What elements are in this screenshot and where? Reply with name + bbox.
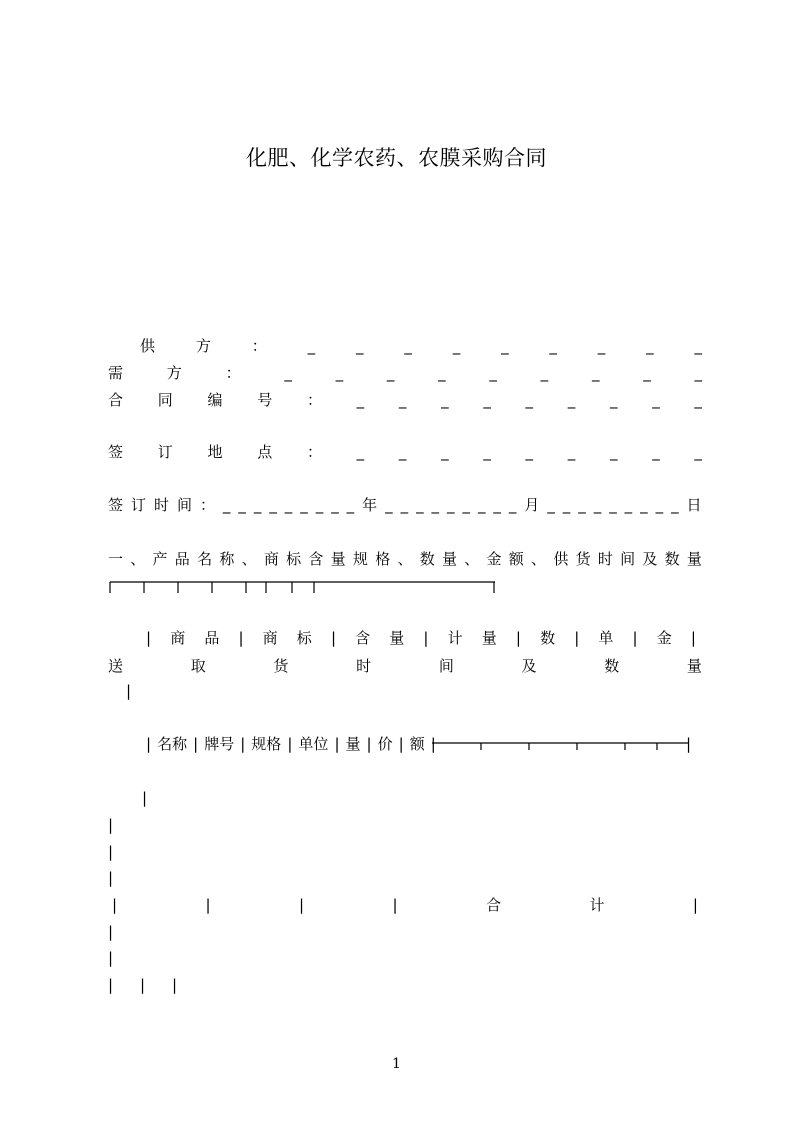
text-token: 送 [108, 657, 124, 675]
text-token: _ [462, 496, 470, 514]
text-token: | [423, 629, 429, 647]
text-token: _ [652, 443, 660, 461]
text-token: 含 [308, 550, 324, 568]
document-title: 化肥、化学农药、农膜采购合同 [246, 146, 547, 170]
table-bar [142, 787, 152, 809]
table-total-row [112, 894, 698, 916]
page-number: 1 [392, 1056, 401, 1072]
text-token: 金 [486, 550, 502, 568]
text-token: _ [346, 496, 355, 514]
text-token: 合 [108, 391, 124, 409]
text-token: _ [331, 496, 339, 514]
text-token: 数 [604, 657, 620, 675]
text-token: _ [355, 337, 364, 355]
text-token: 额 [508, 550, 524, 568]
text-token: 、 [130, 550, 146, 568]
text-token: _ [624, 496, 633, 514]
text-token: _ [655, 496, 664, 514]
text-token: 同 [157, 391, 173, 409]
table-bar [140, 974, 150, 996]
text-token: 编 [207, 391, 223, 409]
text-token: _ [646, 337, 654, 355]
text-token: _ [447, 496, 455, 514]
text-token: 数 [419, 550, 435, 568]
text-token: | [632, 629, 638, 647]
text-token: _ [525, 443, 534, 461]
table-bar [126, 680, 136, 702]
text-token: _ [398, 391, 407, 409]
text-token: _ [416, 496, 424, 514]
text-token: | [574, 629, 580, 647]
text-token: _ [609, 391, 618, 409]
text-token: _ [578, 496, 586, 514]
text-token: 签 [108, 496, 124, 514]
table-bar [686, 733, 696, 755]
text-token: 标 [296, 629, 312, 647]
table-bar-glyph: | [108, 949, 114, 967]
text-token: _ [356, 443, 365, 461]
text-token: 计 [447, 629, 463, 647]
text-token: 、 [531, 550, 547, 568]
text-token: _ [300, 496, 308, 514]
text-token: _ [562, 496, 571, 514]
table-bar-glyph: | [108, 976, 114, 994]
text-token: _ [547, 496, 555, 514]
text-token: 、 [241, 550, 257, 568]
text-token: 单位 [298, 735, 329, 753]
text-token: 量 [345, 735, 361, 753]
table-bar-glyph: | [108, 816, 114, 834]
text-token: 品 [204, 629, 220, 647]
text-token: _ [694, 391, 702, 409]
text-token: 量 [686, 550, 702, 568]
text-token: _ [441, 391, 449, 409]
text-token: | [515, 629, 521, 647]
text-token: 货 [273, 657, 289, 675]
text-token: 称 [219, 550, 235, 568]
text-token: 时 [153, 496, 169, 514]
text-token: _ [385, 496, 393, 514]
text-token: 量 [330, 550, 346, 568]
text-token: _ [398, 443, 407, 461]
text-token: _ [609, 443, 618, 461]
text-token: _ [643, 364, 651, 382]
table-bar [108, 947, 118, 969]
table-bar [172, 974, 182, 996]
text-token: 、 [464, 550, 480, 568]
text-token: | [692, 896, 698, 914]
table-bar-glyph: | [172, 976, 178, 994]
text-token: _ [694, 443, 702, 461]
text-token: ： [199, 496, 215, 514]
text-token: _ [335, 364, 344, 382]
text-token: _ [609, 496, 617, 514]
text-token: 一 [108, 550, 124, 568]
table-bar-glyph: | [142, 789, 148, 807]
table-bar-glyph: | [108, 843, 114, 861]
text-token: 品 [174, 550, 190, 568]
text-token: _ [567, 443, 576, 461]
text-token: 方 [166, 364, 182, 382]
text-token: 金 [656, 629, 672, 647]
text-token: 商 [263, 550, 279, 568]
text-token: _ [404, 337, 412, 355]
text-token: _ [540, 364, 549, 382]
text-token: 日 [686, 496, 702, 514]
text-token: _ [508, 496, 517, 514]
table-bar-glyph: | [108, 869, 114, 887]
text-token: 计 [589, 896, 605, 914]
text-token: 价 [377, 735, 393, 753]
text-token: 取 [190, 657, 206, 675]
text-token: _ [483, 391, 491, 409]
text-token: _ [222, 496, 231, 514]
text-token: 量 [389, 629, 405, 647]
text-token: 额 [409, 735, 425, 753]
text-token: 名称 [157, 735, 188, 753]
text-token: 需 [108, 364, 124, 382]
text-token: | [398, 735, 404, 753]
text-token: _ [597, 337, 606, 355]
text-token: 及 [521, 657, 537, 675]
text-token: _ [591, 364, 600, 382]
text-token: _ [593, 496, 602, 514]
text-token: 地 [207, 443, 223, 461]
text-token: ： [306, 391, 322, 409]
text-token: 号 [257, 391, 273, 409]
text-token: 供 [140, 337, 156, 355]
text-token: 量 [686, 657, 702, 675]
text-token: 合 [486, 896, 502, 914]
text-token: _ [438, 364, 446, 382]
text-token: | [287, 735, 293, 753]
text-token: 间 [176, 496, 192, 514]
text-token: 、 [397, 550, 413, 568]
text-token: | [430, 735, 436, 753]
table-bar-glyph: | [108, 923, 114, 941]
text-token: 订 [157, 443, 173, 461]
text-token: | [146, 629, 152, 647]
text-token: _ [567, 391, 576, 409]
text-token: | [146, 735, 152, 753]
text-token: _ [640, 496, 648, 514]
text-token: ： [306, 443, 322, 461]
text-token: 方 [195, 337, 211, 355]
text-token: 数 [664, 550, 680, 568]
text-token: 时 [597, 550, 613, 568]
text-token: | [392, 896, 398, 914]
text-token: _ [238, 496, 246, 514]
text-token: _ [253, 496, 262, 514]
text-token: | [238, 629, 244, 647]
text-token: | [240, 735, 246, 753]
text-token: | [334, 735, 340, 753]
text-token: | [366, 735, 372, 753]
text-token: _ [489, 364, 497, 382]
text-token: _ [525, 391, 534, 409]
text-token: _ [694, 337, 702, 355]
text-token: _ [483, 443, 491, 461]
text-token: _ [671, 496, 679, 514]
text-token: 规 [352, 550, 368, 568]
text-token: 供 [553, 550, 569, 568]
text-token: ： [251, 337, 267, 355]
text-token: 时 [356, 657, 372, 675]
text-token: 单 [598, 629, 614, 647]
text-token: 规格 [251, 735, 282, 753]
text-token: _ [652, 391, 660, 409]
text-token: 格 [375, 550, 391, 568]
text-token: _ [284, 364, 292, 382]
text-token: 牌号 [204, 735, 235, 753]
text-token: 产 [152, 550, 168, 568]
text-token: 订 [130, 496, 146, 514]
text-token: 月 [524, 496, 540, 514]
table-bar [108, 841, 118, 863]
table-header-row-2 [108, 655, 702, 677]
table-bar [108, 814, 118, 836]
text-token: _ [477, 496, 486, 514]
text-token: | [690, 629, 696, 647]
text-token: 标 [286, 550, 302, 568]
text-token: 量 [481, 629, 497, 647]
text-token: 间 [620, 550, 636, 568]
text-token: _ [441, 443, 449, 461]
table-bar-glyph: | [686, 735, 692, 753]
text-token: ： [225, 364, 241, 382]
text-token: _ [493, 496, 501, 514]
table-header-row-3 [146, 733, 436, 755]
text-token: 点 [257, 443, 273, 461]
text-token: | [193, 735, 199, 753]
text-token: _ [431, 496, 440, 514]
text-token: _ [307, 337, 316, 355]
table-header-row-1 [146, 627, 696, 649]
text-token: 年 [362, 496, 378, 514]
text-token: 货 [575, 550, 591, 568]
text-token: 量 [441, 550, 457, 568]
table-bar-glyph: | [126, 682, 132, 700]
text-token: _ [284, 496, 293, 514]
text-token: 数 [540, 629, 556, 647]
text-token: 含 [355, 629, 371, 647]
text-token: _ [694, 364, 702, 382]
table-bar-glyph: | [140, 976, 146, 994]
text-token: | [112, 896, 118, 914]
text-token: _ [386, 364, 395, 382]
text-token: | [299, 896, 305, 914]
text-token: 商 [262, 629, 278, 647]
text-token: | [205, 896, 211, 914]
table-bar [108, 867, 118, 889]
text-token: _ [501, 337, 509, 355]
text-token: _ [452, 337, 461, 355]
text-token: _ [269, 496, 277, 514]
text-token: _ [400, 496, 409, 514]
text-token: _ [549, 337, 557, 355]
text-token: _ [356, 391, 365, 409]
table-bar [108, 921, 118, 943]
text-token: 间 [438, 657, 454, 675]
text-token: 及 [642, 550, 658, 568]
text-token: _ [315, 496, 324, 514]
table-bar [108, 974, 118, 996]
text-token: 名 [197, 550, 213, 568]
text-token: | [330, 629, 336, 647]
text-token: 商 [170, 629, 186, 647]
text-token: 签 [108, 443, 124, 461]
